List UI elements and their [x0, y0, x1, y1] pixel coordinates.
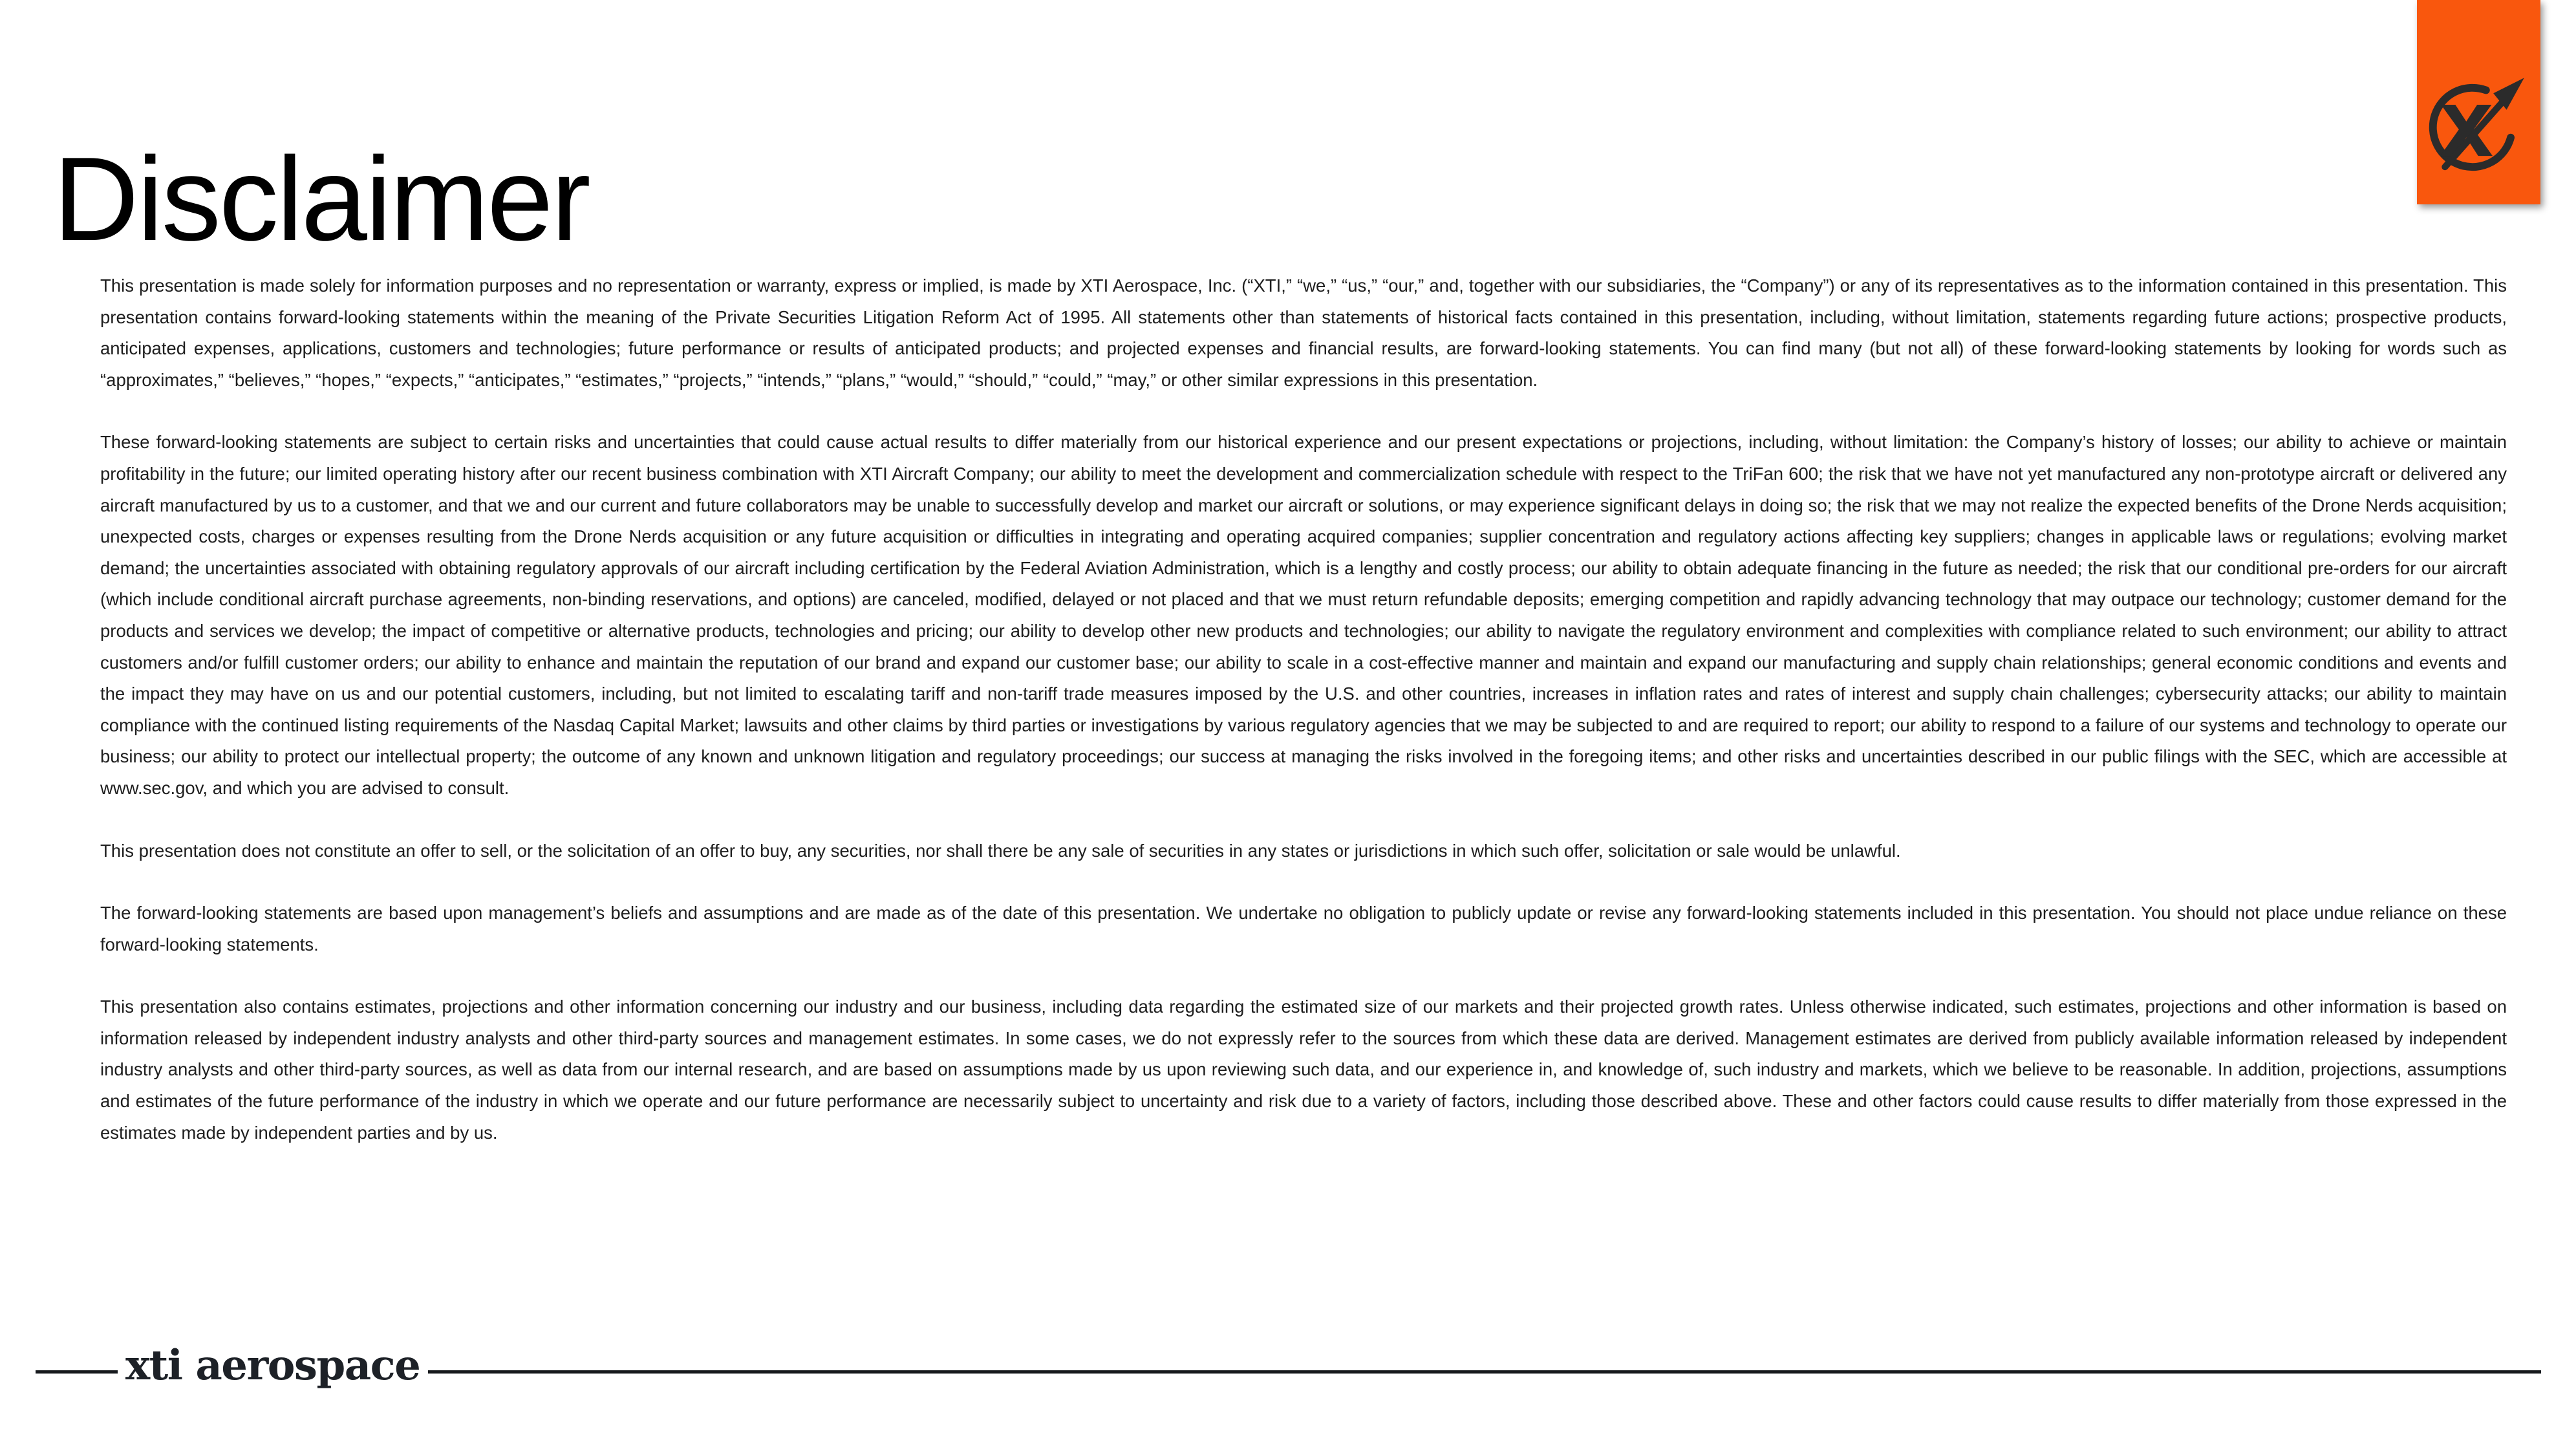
brand-wordmark: xti aerospace [125, 1341, 420, 1390]
disclaimer-paragraph-5: This presentation also contains estimates, projections and other information concerning our industry and our business, including data regarding the estimated size of our markets and their projected growth rates. Unless otherwise indicated, such estimates, projections and other information is based on information released by independent industry analysts and other third-party sources and management estimates. In some cases, we do not expressly refer to the sources from which these data are derived. Management estimates are derived from publicly available information released by independent industry analysts and other third-party sources, as well as data from our internal research, and are based on assumptions made by us upon reviewing such data, and our experience in, and knowledge of, such industry and markets, which we believe to be reasonable. In addition, projections, assumptions and estimates of the future performance of the industry in which we operate and our future performance are necessarily subject to uncertainty and risk due to a variety of factors, including those described above. These and other factors could cause results to differ materially from those expressed in the estimates made by independent parties and by us. [100, 997, 2507, 1143]
svg-text:x: x [2439, 69, 2494, 175]
disclaimer-paragraph-4: The forward-looking statements are based upon management’s beliefs and assumptions and are made as of the date of this presentation. We undertake no obligation to publicly update or revise any forward-looking statements included in this presentation. You should not place undue reliance on these forward-looking statements. [100, 903, 2507, 954]
x-arrow-logo-icon [2421, 65, 2531, 175]
logo-tile [2417, 0, 2540, 204]
footer-rule-left [36, 1370, 118, 1374]
disclaimer-paragraph-3: This presentation does not constitute an offer to sell, or the solicitation of an offer to buy, any securities, nor shall there be any sale of securities in any states or jurisdictions in which such offer, solicitation or sale would be unlawful. [100, 840, 1901, 861]
disclaimer-paragraph-1: This presentation is made solely for information purposes and no representation or warranty, express or implied, is made by XTI Aerospace, Inc. (“XTI,” “we,” “us,” “our,” and, together with our subsidiaries, the “Company”) or any of its representatives as to the information contained in this presentation. This presentation contains forward-looking statements within the meaning of the Private Securities Litigation Reform Act of 1995. All statements other than statements of historical facts contained in this presentation, including, without limitation, statements regarding future actions; prospective products, anticipated expenses, applications, customers and technologies; future performance or results of anticipated products; and projected expenses and financial results, are forward-looking statements. You can find many (but not all) of these forward-looking statements by looking for words such as “approximates,” “believes,” “hopes,” “expects,” “anticipates,” “estimates,” “projects,” “intends,” “plans,” “would,” “should,” “could,” “may,” or other similar expressions in this presentation. [100, 275, 2507, 390]
disclaimer-body [100, 270, 2507, 1148]
disclaimer-paragraph-2: These forward-looking statements are subject to certain risks and uncertainties that could cause actual results to differ materially from our historical experience and our present expectations or projections, including, without limitation: the Company’s history of losses; our ability to achieve or maintain profitability in the future; our limited operating history after our recent business combination with XTI Aircraft Company; our ability to meet the development and commercialization schedule with respect to the TriFan 600; the risk that we have not yet manufactured any non-prototype aircraft or delivered any aircraft manufactured by us to a customer, and that we and our current and future collaborators may be unable to successfully develop and market our aircraft or solutions, or may experience significant delays in doing so; the risk that we may not realize the expected benefits of the Drone Nerds acquisition; unexpected costs, charges or expenses resulting from the Drone Nerds acquisition or any future acquisition or difficulties in integrating and operating acquired companies; supplier concentration and regulatory actions affecting key suppliers; changes in applicable laws or regulations; evolving market demand; the uncertainties associated with obtaining regulatory approvals of our aircraft including certification by the Federal Aviation Administration, which is a lengthy and costly process; our ability to obtain adequate financing in the future as needed; the risk that our conditional pre-orders for our aircraft (which include conditional aircraft purchase agreements, non-binding reservations, and options) are canceled, modified, delayed or not placed and that we must return refundable deposits; emerging competition and rapidly advancing technology that may outpace our technology; customer demand for the products and services we develop; the impact of competitive or alternative products, technologies and pricing; our ability to develop other new products and technologies; our ability to navigate the regulatory environment and complexities with compliance related to such environment; our ability to attract customers and/or fulfill customer orders; our ability to enhance and maintain the reputation of our brand and expand our customer base; our ability to scale in a cost-effective manner and maintain and expand our manufacturing and supply chain relationships; general economic conditions and events and the impact they may have on us and our potential customers, including, but not limited to escalating tariff and non-tariff trade measures imposed by the U.S. and other countries, increases in inflation rates and rates of interest and supply chain challenges; cybersecurity attacks; our ability to maintain compliance with the continued listing requirements of the Nasdaq Capital Market; lawsuits and other claims by third parties or investigations by various regulatory agencies that we may be subjected to and are required to report; our ability to respond to a failure of our systems and technology to operate our business; our ability to protect our intellectual property; the outcome of any known and unknown litigation and regulatory proceedings; our success at managing the risks involved in the foregoing items; and other risks and uncertainties described in our public filings with the SEC, which are accessible at www.sec.gov, and which you are advised to consult. [100, 432, 2507, 798]
footer-rule-right [428, 1370, 2541, 1374]
page-title: Disclaimer [53, 132, 589, 266]
